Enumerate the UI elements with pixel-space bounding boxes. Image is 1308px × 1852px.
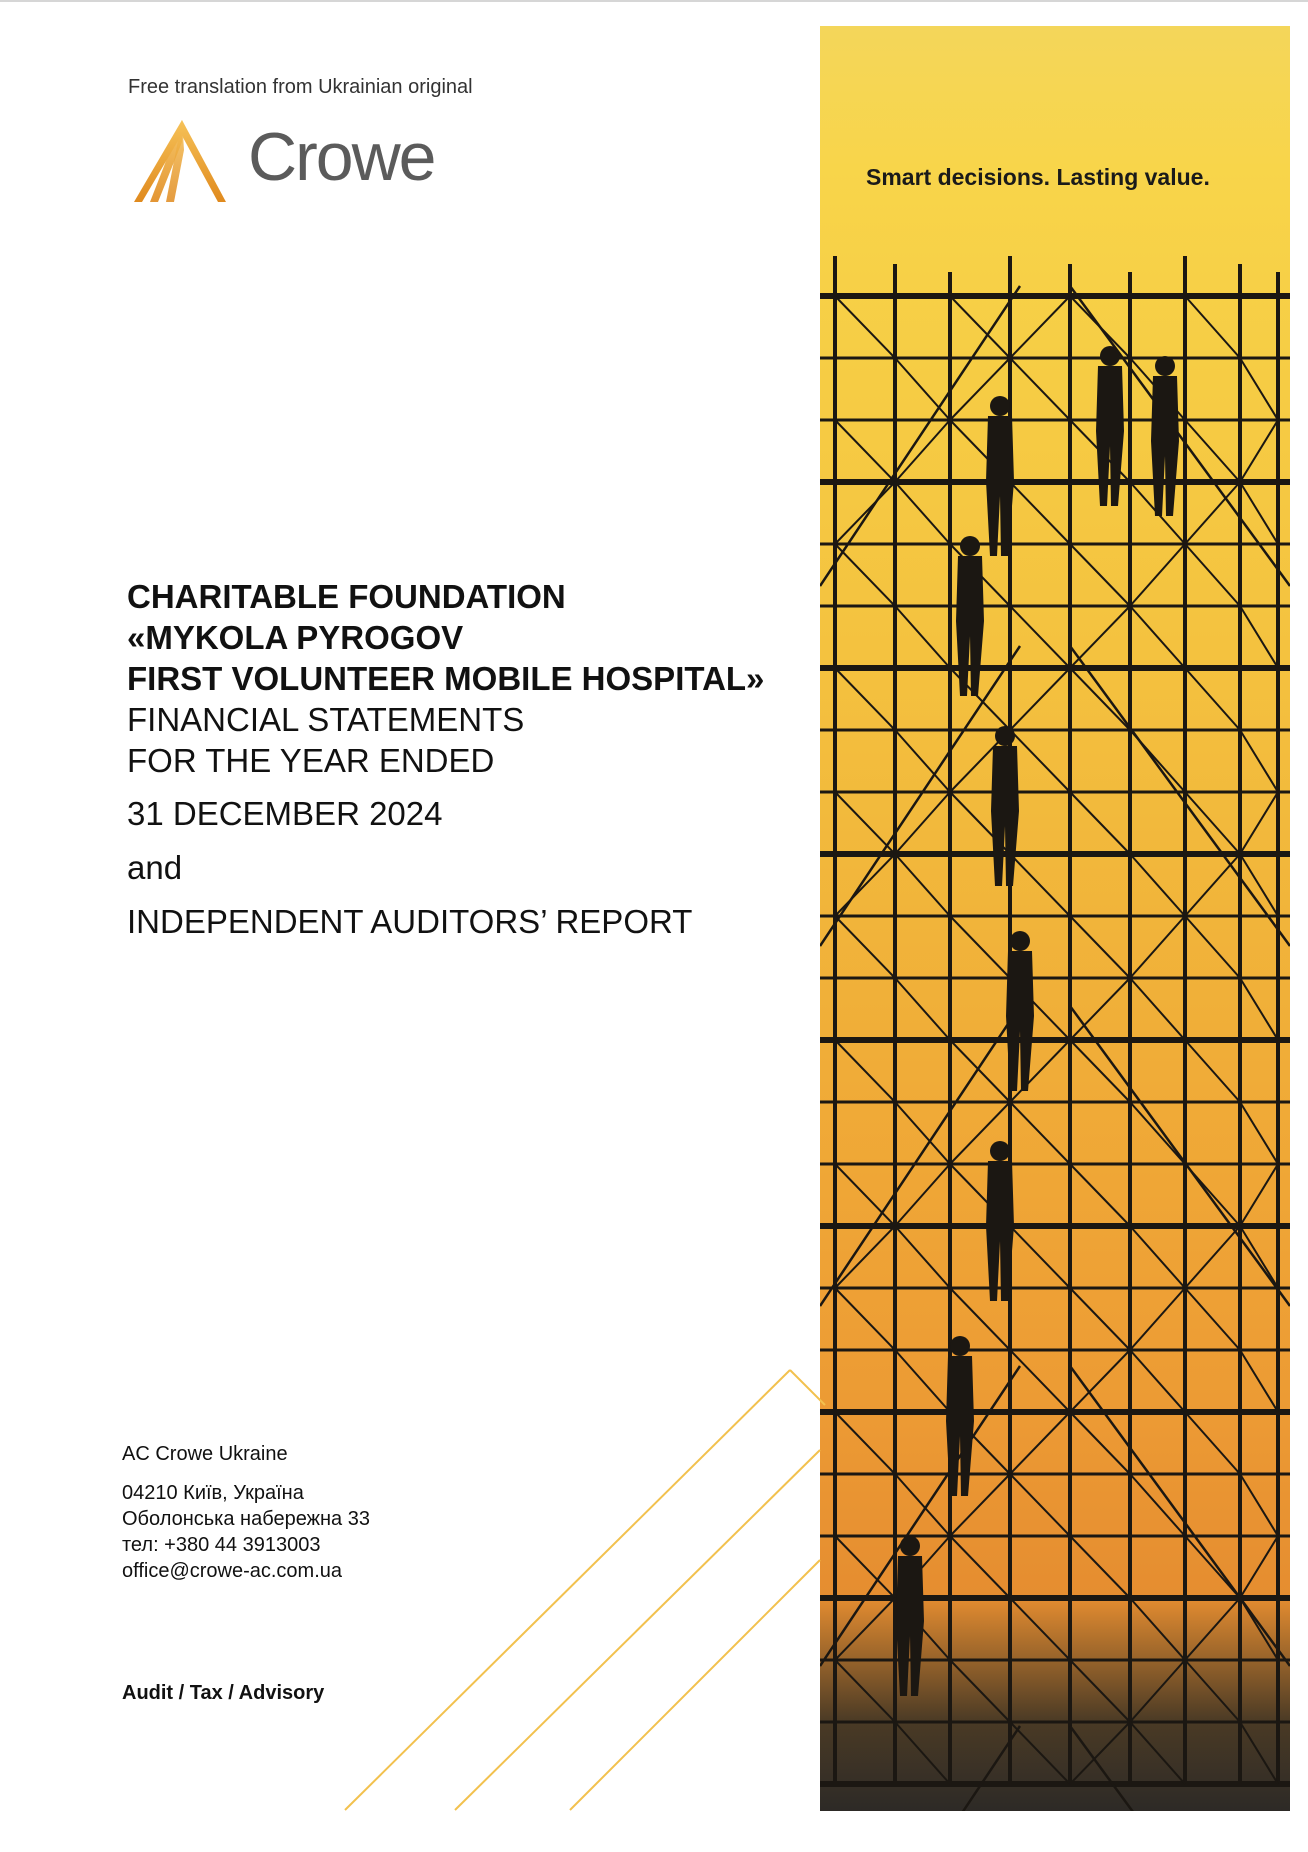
scaffolding-silhouette-illustration <box>820 26 1290 1811</box>
title-and: and <box>127 849 183 886</box>
crowe-logo-mark-icon <box>130 116 240 206</box>
crowe-logo <box>130 116 460 206</box>
title-financial-statements: FINANCIAL STATEMENTS <box>127 701 525 738</box>
title-foundation: CHARITABLE FOUNDATION <box>127 578 566 615</box>
crowe-logo-wordmark: Crowe <box>248 119 435 195</box>
title-hospital: FIRST VOLUNTEER MOBILE HOSPITAL» <box>127 660 765 697</box>
scaffolding-banner-image <box>820 26 1290 1811</box>
title-name: «MYKOLA PYROGOV <box>127 619 464 656</box>
auditor-company-name: AC Crowe Ukraine <box>122 1443 288 1465</box>
address-city: 04210 Київ, Україна <box>122 1482 304 1504</box>
title-date: 31 DECEMBER 2024 <box>127 795 443 832</box>
services-footer: Audit / Tax / Advisory <box>122 1682 325 1704</box>
address-street: Оболонська набережна 33 <box>122 1508 370 1530</box>
address-email: office@crowe-ac.com.ua <box>122 1560 343 1582</box>
address-phone: тел: +380 44 3913003 <box>122 1534 321 1556</box>
title-auditors-report: INDEPENDENT AUDITORS’ REPORT <box>127 903 693 940</box>
document-title-block <box>127 576 764 942</box>
auditor-address-block <box>122 1443 370 1584</box>
page-top-border <box>0 0 1308 2</box>
translation-note: Free translation from Ukrainian original <box>128 76 473 98</box>
tagline: Smart decisions. Lasting value. <box>866 164 1210 190</box>
title-year-ended: FOR THE YEAR ENDED <box>127 742 495 779</box>
decorative-gold-lines <box>330 1360 830 1820</box>
